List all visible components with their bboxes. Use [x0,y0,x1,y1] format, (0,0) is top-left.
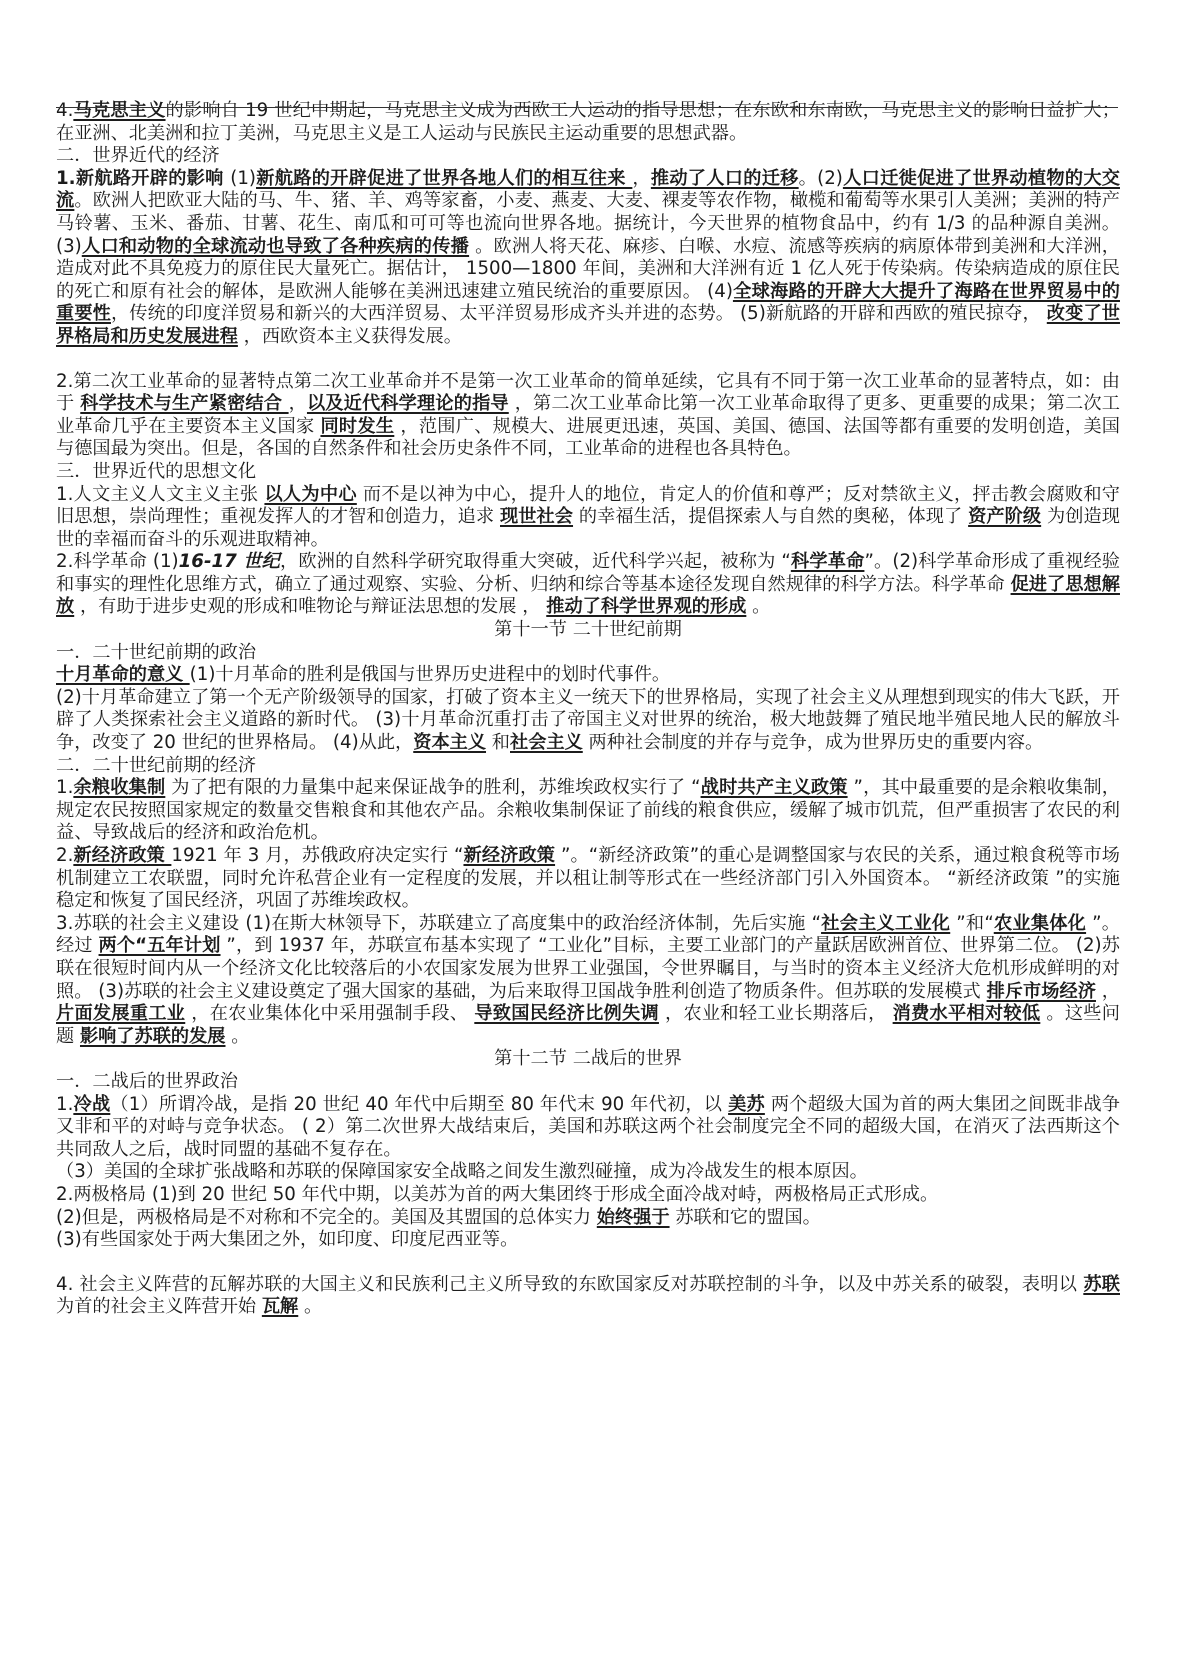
text-run: ， [1095,980,1120,1002]
key-term: 始终强于 [596,1206,670,1228]
paragraph [56,1229,1120,1252]
text-run: 为了把有限的力量集中起来保证战争的胜利，苏维埃政权实行了 “ [165,777,701,799]
key-term: 社会主义 [510,732,583,754]
key-term: 以人为中心 [264,483,357,505]
text-run: 1. [56,777,74,799]
key-term: 片面发展重工业 [56,1003,186,1025]
paragraph [56,484,1120,552]
text-run: 而不是以神为中心，提升人的地位，肯定人的价值和尊严；反对禁欲主义，抨击教会腐败和守旧思想，崇尚理性；重视发挥人的才智和创造力，追求 [56,483,1120,528]
paragraph [56,913,1120,1049]
text-run: 2.第二次工业革命的显著特点第二次工业革命并不是第一次工业革命的简单延续，它具有不同于第一次工业革命的显著特点，如：由于 [56,370,1120,415]
text-run: 。(2) [798,167,843,189]
subsection-heading [56,461,1120,484]
text-run: 1921 年 3 月，苏俄政府决定实行 “ [171,845,464,866]
paragraph [56,168,1120,349]
text-run: ”。(2)科学革命形成了重视经验和事实的理性化思维方式，确立了通过观察、实验、分析、归纳和综合等基本途径发现自然规律的科学方法。科学革命 [56,551,1120,595]
text-run: （3）美国的全球扩张战略和苏联的保障国家安全战略之间发生激烈碰撞，成为冷战发生的根本原因。 [56,1161,868,1183]
text-run: ，西欧资本主义获得发展。 [237,325,462,347]
key-term: 新经济政策 [73,845,172,866]
key-term: 以及近代科学理论的指导 [306,393,509,415]
key-term: 同时发生 [320,415,395,437]
text-run: 和 [486,732,510,754]
text-run: ， [632,167,651,189]
paragraph [56,687,1120,755]
section-title [56,1048,1120,1071]
text-run: 为首的社会主义阵营开始 [56,1296,262,1318]
text-run: (1)十月革命的胜利是俄国与世界历史进程中的划时代事件。 [189,664,671,686]
text-run: ，有助于进步史观的形成和唯物论与辩证法思想的发展 ， [74,596,547,618]
key-term: 人口迁徙促进了世界动植物的大交流 [56,167,1120,212]
text-run: 。欧洲人把欧亚大陆的马、牛、猪、羊、鸡等家畜，小麦、燕麦、大麦、裸麦等农作物，橄榄和葡萄等水果引人美洲；美洲的特产马铃薯、玉米、番茄、甘薯、花生、南瓜和可可等也流向世界各地。据统计，今天世界的植物食品中，约有 1/3 的品种源自美洲。 (3) [56,190,1120,257]
key-term: 影响了苏联的发展 [79,1025,226,1047]
text-run: 二．二十世纪前期的经济 [56,754,257,776]
blank-line [56,1252,1120,1274]
key-term: 促进了思想解放 [56,573,1120,618]
text-run: ”和“ [950,912,994,934]
key-term-italic: 16-17 世纪 [178,551,281,573]
key-term: 新经济政策 [463,845,556,866]
key-term: 导致国民经济比例失调 [474,1003,659,1025]
text-run: 2.两极格局 (1)到 20 世纪 50 年代中期，以美苏为首的两大集团终于形成全面冷战对峙，两极格局正式形成。 [56,1183,939,1205]
text-run: 两种社会制度的并存与竞争，成为世界历史的重要内容。 [582,732,1044,754]
paragraph [56,664,1120,687]
text-run: （1）所谓冷战，是指 20 世纪 40 年代中后期至 80 年代末 90 年代初，以 [110,1093,729,1115]
key-term: 推动了科学世界观的形成 [546,596,747,618]
key-term: 资本主义 [413,732,487,754]
text-run: 苏联和它的盟国。 [669,1206,821,1228]
text-run: (2)但是，两极格局是不对称和不完全的。美国及其盟国的总体实力 [56,1206,597,1228]
text-run: 4. [56,100,74,121]
paragraph [56,777,1120,845]
key-term: 新航路的开辟促进了世界各地人们的相互往来 [256,167,633,189]
text-run: ”。“新经济政策”的重心是调整国家与农民的关系，通过粮食税等市场机制建立工农联盟，同时允许私营企业有一定程度的发展，并以租让制等形式在一些经济部门引入外国资本。 “新经济政策 ”的实施稳定和恢复了国民经济，巩固了苏维埃政权。 [56,845,1120,912]
key-term: 改变了世界格局和历史发展进程 [56,303,1120,347]
key-term: 瓦解 [261,1296,299,1318]
text-run: 的幸福生活，提倡探索人与自然的奥秘，体现了 [573,506,969,528]
text-run: (1) [230,167,257,189]
key-term: 十月革命的意义 [56,664,190,686]
key-term: 科学革命 [790,551,865,573]
key-term: 全球海路的开辟大大提升了海路在世界贸易中的重要性 [56,280,1120,325]
key-term: 马克思主义 [73,100,166,121]
text-run: ”，其中最重要的是余粮收集制，规定农民按照国家规定的数量交售粮食和其他农产品。余粮收集制保证了前线的粮食供应，缓解了城市饥荒，但严重损害了农民的利益、导致战后的经济和政治危机。 [56,777,1120,844]
key-term: 现世社会 [500,506,574,528]
key-term: 资产阶级 [968,506,1042,528]
document-content [56,100,1120,1319]
text-run: 。这些问题 [56,1003,1120,1047]
key-term: 农业集体化 [993,912,1087,934]
text-run: 为创造现世的幸福而奋斗的乐观进取精神。 [56,506,1120,550]
text-run: 。欧洲人将天花、麻疹、白喉、水痘、流感等疾病的病原体带到美洲和大洋洲，造成对此不具免疫力的原住民大量死亡。据估计， 1500—1800 年间，美洲和大洋洲有近 1 亿人死于传染病。传染病造成的原住民的死亡和原有社会的解体，是欧洲人能够在美洲迅速建立殖民统治的重要原因。 (4) [56,235,1120,302]
text-run: 4. 社会主义阵营的瓦解苏联的大国主义和民族利己主义所导致的东欧国家反对苏联控制的斗争，以及中苏关系的破裂，表明以 [56,1273,1084,1295]
item-title: 1.新航路开辟的影响 [56,167,231,189]
paragraph [56,551,1120,619]
top-rule [56,107,1118,108]
paragraph [56,1094,1120,1162]
subsection-heading [56,642,1120,665]
key-term: 推动了人口的迁移 [650,167,799,189]
paragraph [56,1207,1120,1230]
text-run: ，农业和轻工业长期落后， [658,1003,893,1025]
text-run: 2.科学革命 (1) [56,551,179,573]
key-term: 冷战 [73,1093,111,1115]
text-run: 二．世界近代的经济 [56,145,220,167]
blank-line [56,349,1120,371]
subsection-heading [56,145,1120,168]
text-run: 。 [298,1296,323,1318]
text-run: 2. [56,845,74,866]
paragraph [56,1184,1120,1207]
subsection-heading [56,755,1120,778]
text-run: (3)有些国家处于两大集团之外，如印度、印度尼西亚等。 [56,1229,519,1251]
text-run: 一．二战后的世界政治 [56,1070,238,1092]
text-run: ，第二次工业革命比第一次工业革命取得了更多、更重要的成果；第二次工业革命几乎在主要资本主义国家 [56,393,1120,437]
text-run: ”。经过 [56,912,1120,957]
text-run: 三．世界近代的思想文化 [56,460,257,482]
text-run: 。 [225,1025,250,1047]
key-term: 人口和动物的全球流动也导致了各种疾病的传播 [81,235,470,257]
text-run: ，传统的印度洋贸易和新兴的大西洋贸易、太平洋贸易形成齐头并进的态势。 (5)新航路的开辟和西欧的殖民掠夺， [110,303,1047,325]
key-term: 科学技术与生产紧密结合 [80,393,289,415]
key-term: 苏联 [1083,1273,1120,1295]
key-term: 排斥市场经济 [986,980,1096,1002]
key-term: 社会主义工业化 [821,912,951,934]
section-title [56,619,1120,642]
paragraph [56,1161,1120,1184]
key-term: 战时共产主义政策 [700,777,848,799]
text-run: ，欧洲的自然科学研究取得重大突破，近代科学兴起，被称为 “ [280,551,791,573]
text-run: 两个超级大国为首的两大集团之间既非战争又非和平的对峙与竞争状态。 ( 2）第二次世界大战结束后，美国和苏联这两个社会制度完全不同的超级大国，在消灭了法西斯这个共同敌人之后，战时同盟的基础不复存在。 [56,1093,1120,1160]
text-run: 1. [56,1093,74,1115]
text-run: ”，到 1937 年，苏联宣布基本实现了 “工业化”目标，主要工业部门的产量跃居欧洲首位、世界第二位。 (2)苏联在很短时间内从一个经济文化比较落后的小农国家发展为世界工业强国，令世界瞩目，与当时的资本主义经济大危机形成鲜明的对照。 (3)苏联的社会主义建设奠定了强大国家的基础，为后来取得卫国战争胜利创造了物质条件。但苏联的发展模式 [56,935,1120,1002]
key-term: 两个“五年计划 [98,935,221,957]
paragraph [56,1274,1120,1319]
paragraph [56,371,1120,461]
paragraph [56,845,1120,913]
text-run: ，在农业集体化中采用强制手段、 [185,1003,475,1025]
text-run: 。 [746,596,771,618]
text-run: 第十二节 二战后的世界 [494,1048,682,1070]
text-run: 的影响自 19 世纪中期起，马克思主义成为西欧工人运动的指导思想；在东欧和东南欧，马克思主义的影响日益扩大；在亚洲、北美洲和拉丁美洲，马克思主义是工人运动与民族民主运动重要的思想武器。 [56,100,1120,144]
key-term: 余粮收集制 [73,777,166,799]
text-run: 第十一节 二十世纪前期 [494,619,682,641]
text-run: (2)十月革命建立了第一个无产阶级领导的国家，打破了资本主义一统天下的世界格局，实现了社会主义从理想到现实的伟大飞跃，开辟了人类探索社会主义道路的新时代。 (3)十月革命沉重打击了帝国主义对世界的统治，极大地鼓舞了殖民地半殖民地人民的解放斗争，改变了 20 世纪的世界格局。 (4)从此， [56,686,1120,754]
subsection-heading [56,1071,1120,1094]
text-run: 一．二十世纪前期的政治 [56,641,257,663]
key-term: 美苏 [728,1093,765,1115]
text-run: ， [288,393,307,415]
key-term: 消费水平相对较低 [892,1003,1041,1025]
text-run: 3.苏联的社会主义建设 (1)在斯大林领导下，苏联建立了高度集中的政治经济体制，先后实施 “ [56,912,822,934]
text-run: 1.人文主义人文主义主张 [56,483,265,505]
text-run: ，范围广、规模大、进展更迅速，英国、美国、德国、法国等都有重要的发明创造，美国与德国最为突出。但是，各国的自然条件和社会历史条件不同，工业革命的进程也各具特色。 [56,415,1120,460]
